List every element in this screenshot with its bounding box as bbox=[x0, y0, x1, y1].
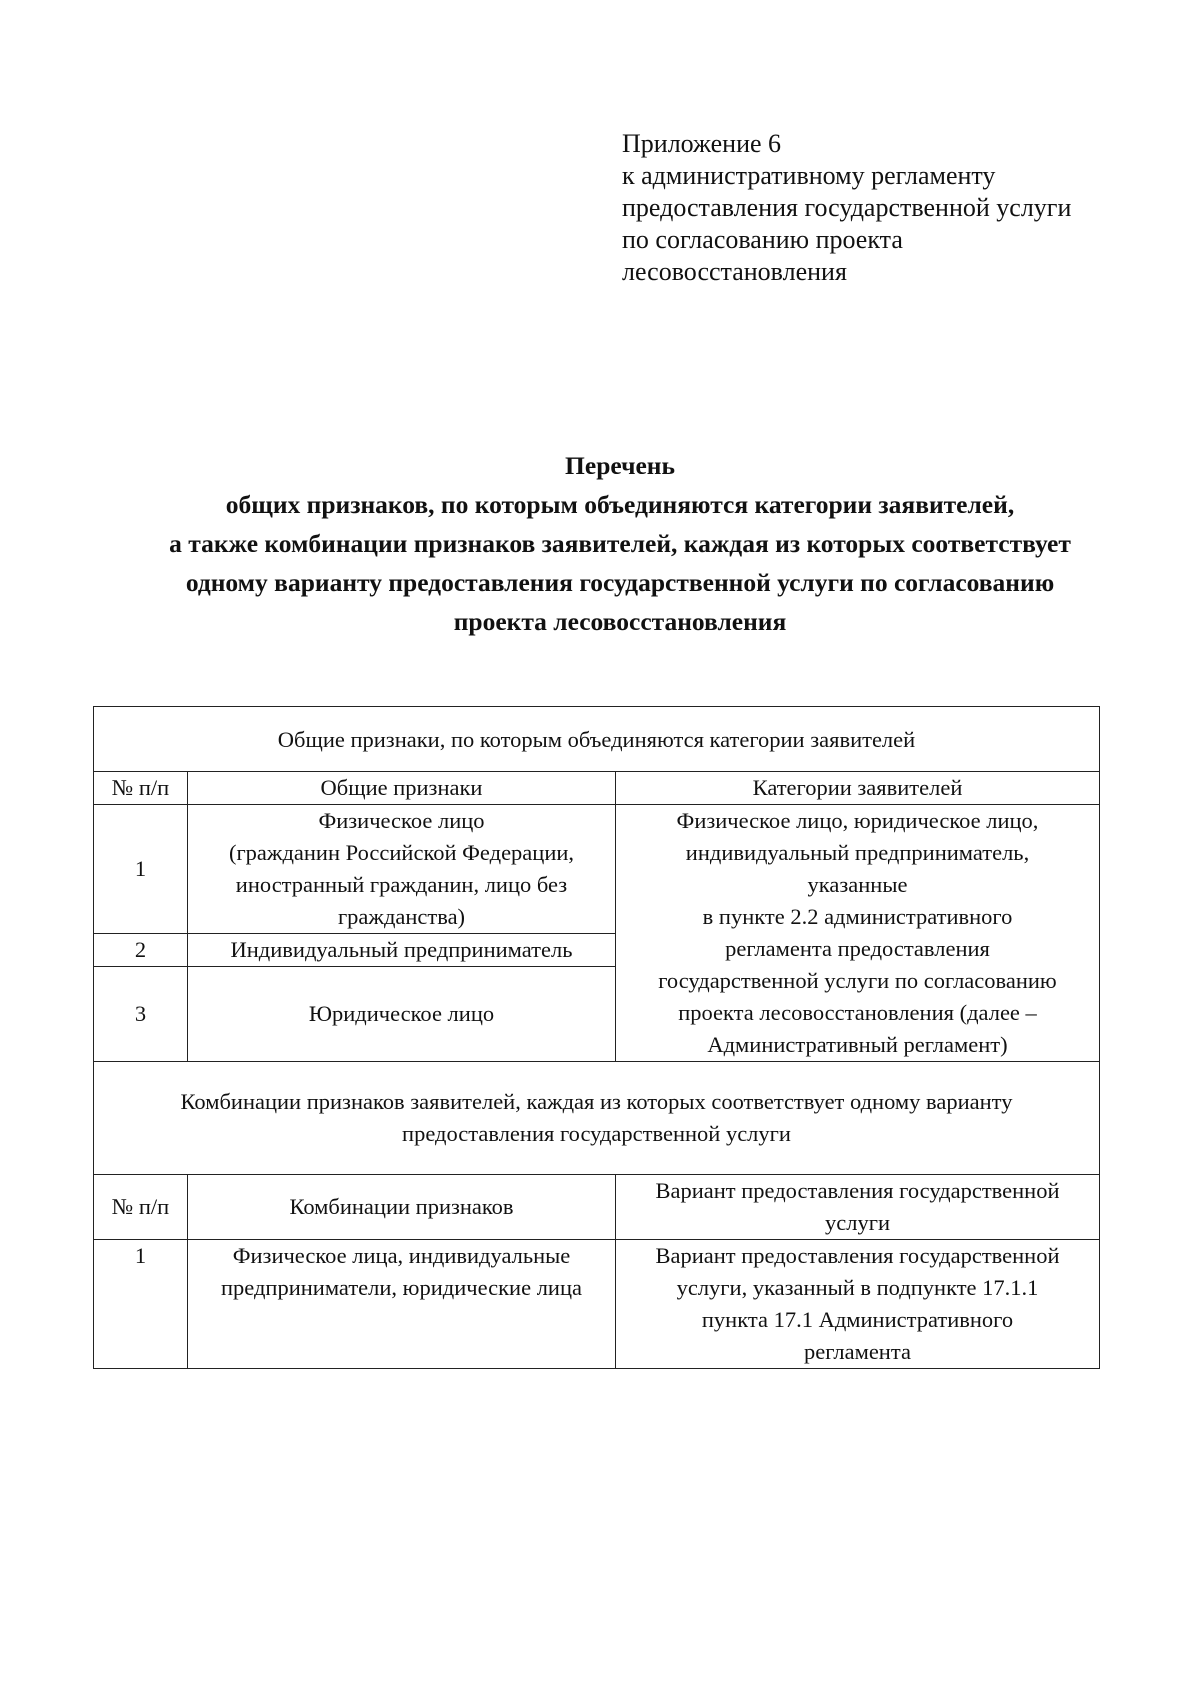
cell-line: регламента предоставления bbox=[725, 936, 990, 961]
section-combinations-title bbox=[94, 1062, 1100, 1175]
appendix-line: по согласованию проекта bbox=[622, 225, 903, 254]
column-header-variant bbox=[616, 1175, 1100, 1240]
table-row bbox=[94, 1062, 1100, 1175]
row-number: 1 bbox=[94, 805, 188, 934]
variant-cell bbox=[616, 1240, 1100, 1369]
cell-line: пункта 17.1 Административного bbox=[701, 1307, 1014, 1332]
feature-cell bbox=[188, 934, 616, 967]
title-line: одному варианту предоставления государственной услуги по согласованию bbox=[185, 568, 1055, 597]
row-number: 3 bbox=[94, 967, 188, 1062]
document-title bbox=[100, 446, 1140, 641]
cell-line: гражданства) bbox=[337, 904, 466, 929]
title-line: общих признаков, по которым объединяются категории заявителей, bbox=[225, 490, 1015, 519]
title-line: проекта лесовосстановления bbox=[453, 607, 787, 636]
section-general-title: Общие признаки, по которым объединяются категории заявителей bbox=[94, 707, 1100, 772]
column-header-number: № п/п bbox=[94, 1175, 188, 1240]
cell-line: проекта лесовосстановления (далее – bbox=[678, 1000, 1037, 1025]
cell-line: Вариант предоставления государственной bbox=[655, 1243, 1060, 1268]
cell-line: Вариант предоставления государственной bbox=[655, 1178, 1060, 1203]
cell-line: услуги bbox=[825, 1210, 890, 1235]
applicant-categories-cell bbox=[616, 805, 1100, 1062]
cell-line: Физическое лицо, юридическое лицо, bbox=[676, 808, 1039, 833]
table-row bbox=[94, 707, 1100, 772]
cell-line: предоставления государственной услуги bbox=[402, 1121, 791, 1146]
cell-line: регламента bbox=[804, 1339, 911, 1364]
row-number: 2 bbox=[94, 934, 188, 967]
appendix-line: Приложение 6 bbox=[622, 129, 782, 158]
combination-cell bbox=[188, 1240, 616, 1369]
cell-line: Индивидуальный предприниматель bbox=[230, 937, 573, 962]
cell-line: иностранный гражданин, лицо без bbox=[235, 872, 568, 897]
feature-cell bbox=[188, 805, 616, 934]
column-header-features: Общие признаки bbox=[188, 772, 616, 805]
cell-line: Комбинации признаков заявителей, каждая из которых соответствует одному варианту bbox=[180, 1089, 1013, 1114]
appendix-line: предоставления государственной услуги bbox=[622, 193, 1072, 222]
title-line: а также комбинации признаков заявителей, каждая из которых соответствует bbox=[169, 529, 1071, 558]
cell-line: индивидуальный предприниматель, bbox=[685, 840, 1030, 865]
appendix-line: к административному регламенту bbox=[622, 161, 996, 190]
column-header-combinations: Комбинации признаков bbox=[188, 1175, 616, 1240]
title-line: Перечень bbox=[565, 451, 675, 480]
cell-line: Физическое лицо bbox=[318, 808, 485, 833]
cell-line: государственной услуги по согласованию bbox=[658, 968, 1057, 993]
cell-line: Физическое лица, индивидуальные bbox=[232, 1243, 571, 1268]
cell-line: в пункте 2.2 административного bbox=[702, 904, 1013, 929]
cell-line: Административный регламент) bbox=[707, 1032, 1008, 1057]
row-number: 1 bbox=[94, 1240, 188, 1369]
table-row bbox=[94, 805, 1100, 934]
cell-line: услуги, указанный в подпункте 17.1.1 bbox=[676, 1275, 1039, 1300]
table-header-row bbox=[94, 1175, 1100, 1240]
cell-line: предприниматели, юридические лица bbox=[221, 1275, 582, 1300]
appendix-note bbox=[622, 128, 1071, 288]
column-header-categories: Категории заявителей bbox=[616, 772, 1100, 805]
table-row bbox=[94, 1240, 1100, 1369]
table-header-row bbox=[94, 772, 1100, 805]
feature-cell bbox=[188, 967, 616, 1062]
cell-line: (гражданин Российской Федерации, bbox=[228, 840, 575, 865]
appendix-line: лесовосстановления bbox=[622, 257, 847, 286]
criteria-table bbox=[93, 706, 1100, 1369]
column-header-number: № п/п bbox=[94, 772, 188, 805]
cell-line: указанные bbox=[807, 872, 908, 897]
cell-line: Юридическое лицо bbox=[308, 1001, 495, 1026]
